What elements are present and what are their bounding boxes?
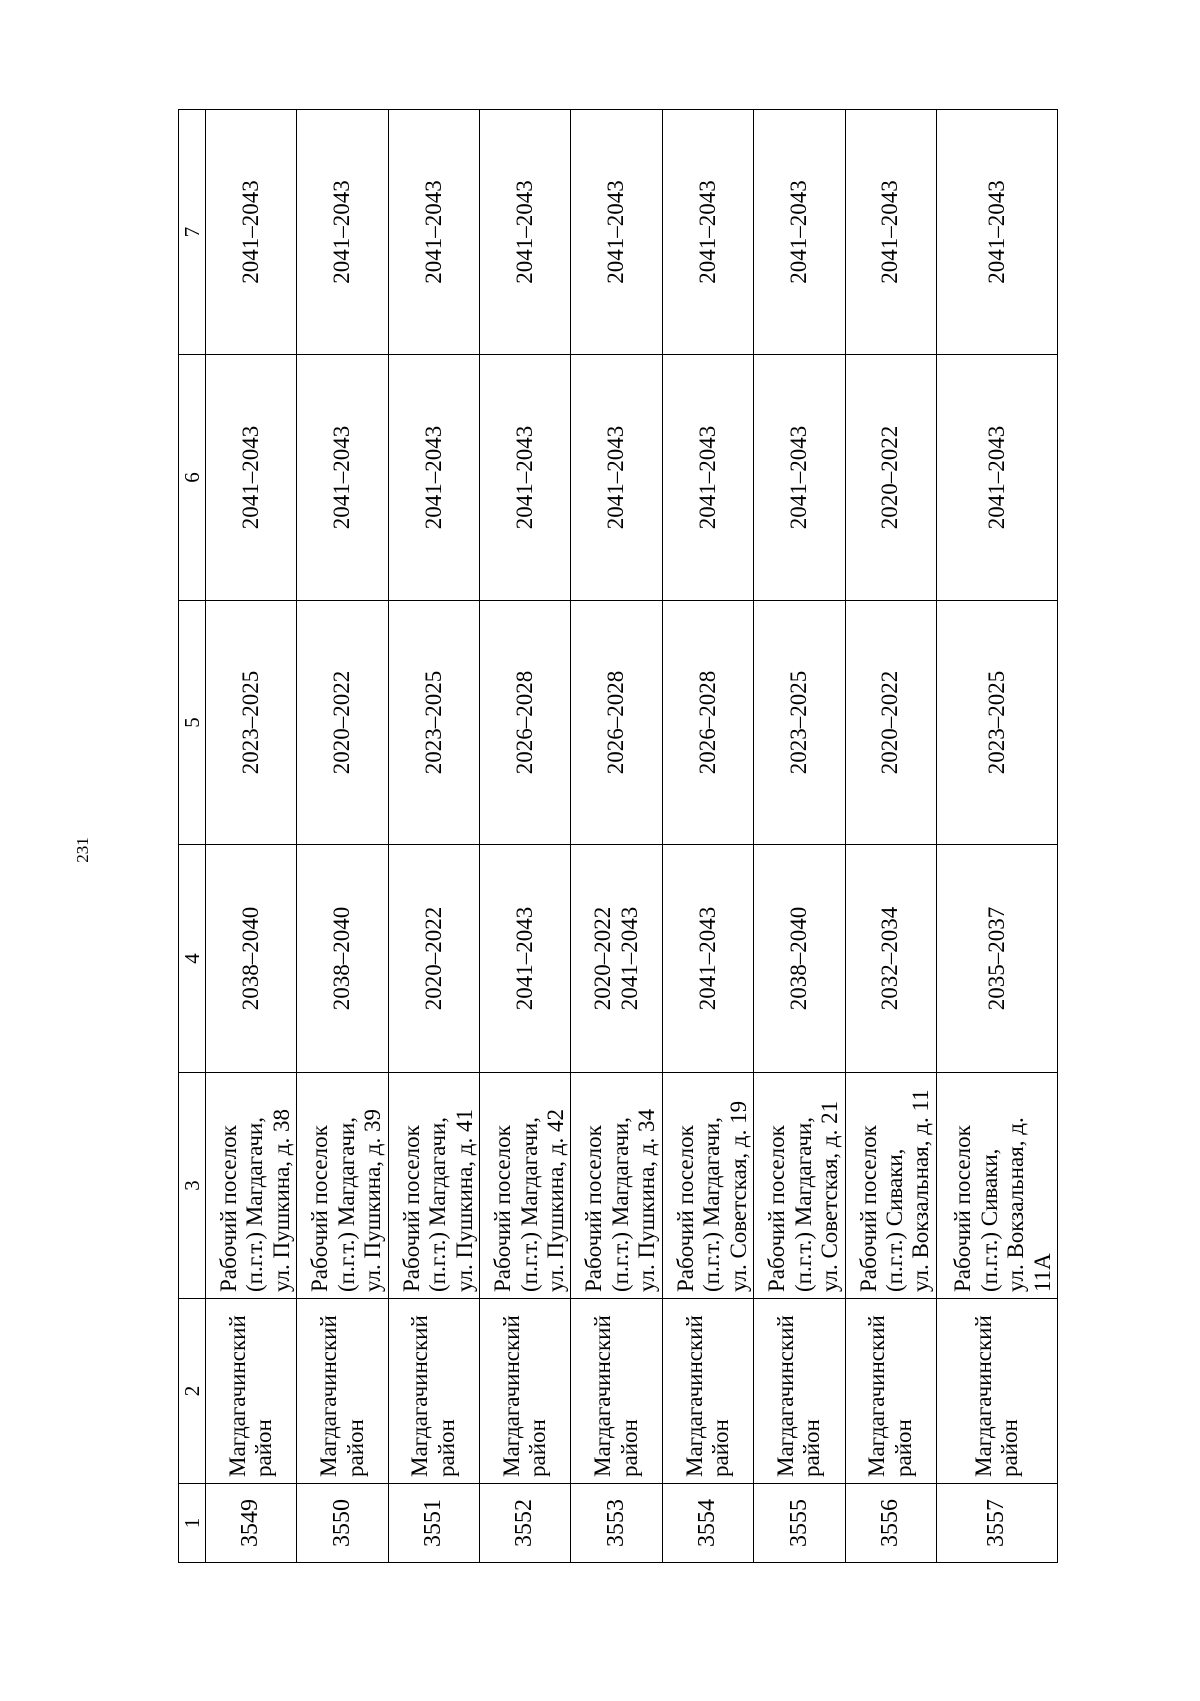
address-cell-line: ул. Пушкина, д. 38 bbox=[268, 1109, 294, 1292]
table-container bbox=[178, 110, 1058, 1563]
address-cell-line: (п.г.т.) Магдагачи, bbox=[333, 1117, 359, 1292]
column-4-cell-line: 2041–2043 bbox=[512, 906, 538, 1011]
district-cell: Магдагачинский район bbox=[297, 1299, 388, 1484]
column-header-5: 5 bbox=[179, 601, 206, 845]
address-cell bbox=[936, 1073, 1057, 1299]
address-cell-line: (п.г.т.) Магдагачи, bbox=[607, 1117, 633, 1292]
address-cell bbox=[845, 1073, 936, 1299]
address-cell-line: ул. Вокзальная, д. 11 bbox=[908, 1089, 934, 1292]
address-cell bbox=[388, 1073, 479, 1299]
address-cell-line: ул. Пушкина, д. 42 bbox=[543, 1109, 568, 1292]
row-number-cell: 3554 bbox=[662, 1484, 753, 1563]
column-5-cell: 2020–2022 bbox=[297, 601, 388, 845]
address-cell-line: Рабочий поселок bbox=[490, 1125, 516, 1292]
column-4-cell-line: 2041–2043 bbox=[616, 906, 642, 1011]
address-cell-line: (п.г.т.) Магдагачи, bbox=[699, 1117, 725, 1292]
address-cell-line: ул. Пушкина, д. 41 bbox=[451, 1109, 477, 1292]
column-6-cell: 2041–2043 bbox=[571, 355, 662, 601]
district-cell: Магдагачинский район bbox=[206, 1299, 297, 1484]
column-5-cell: 2023–2025 bbox=[936, 601, 1057, 845]
address-cell-line: Рабочий поселок bbox=[398, 1125, 424, 1292]
column-5-cell: 2023–2025 bbox=[388, 601, 479, 845]
table-body bbox=[206, 110, 1058, 1563]
column-5-cell: 2023–2025 bbox=[206, 601, 297, 845]
address-cell-line: Рабочий поселок bbox=[672, 1125, 698, 1292]
row-number-cell: 3551 bbox=[388, 1484, 479, 1563]
row-number-cell: 3549 bbox=[206, 1484, 297, 1563]
district-cell: Магдагачинский район bbox=[845, 1299, 936, 1484]
column-4-cell-line: 2038–2040 bbox=[786, 906, 812, 1011]
address-cell-line: Рабочий поселок bbox=[216, 1125, 242, 1292]
table-row bbox=[936, 110, 1057, 1563]
address-cell-line: ул. Пушкина, д. 39 bbox=[360, 1109, 386, 1292]
column-6-cell: 2041–2043 bbox=[662, 355, 753, 601]
column-6-cell: 2041–2043 bbox=[206, 355, 297, 601]
column-4-cell bbox=[662, 845, 753, 1073]
column-7-cell: 2041–2043 bbox=[754, 110, 845, 355]
column-5-cell: 2020–2022 bbox=[845, 601, 936, 845]
address-cell-line: (п.г.т.) Магдагачи, bbox=[425, 1117, 451, 1292]
column-4-cell bbox=[936, 845, 1057, 1073]
district-cell: Магдагачинский район bbox=[388, 1299, 479, 1484]
table-row bbox=[480, 110, 571, 1563]
address-cell-line: (п.г.т.) Магдагачи, bbox=[516, 1117, 542, 1292]
table-row bbox=[754, 110, 845, 1563]
address-cell-line: ул. Советская, д. 19 bbox=[725, 1100, 751, 1292]
row-number-cell: 3556 bbox=[845, 1484, 936, 1563]
district-cell: Магдагачинский район bbox=[571, 1299, 662, 1484]
column-6-cell: 2041–2043 bbox=[754, 355, 845, 601]
row-number-cell: 3552 bbox=[480, 1484, 571, 1563]
data-table bbox=[178, 109, 1058, 1563]
table-row bbox=[388, 110, 479, 1563]
address-cell-line: (п.г.т.) Сиваки, bbox=[976, 1148, 1002, 1292]
address-cell-line: (п.г.т.) Магдагачи, bbox=[790, 1117, 816, 1292]
column-4-cell bbox=[480, 845, 571, 1073]
table-row bbox=[571, 110, 662, 1563]
address-cell-line: Рабочий поселок bbox=[581, 1125, 607, 1292]
column-7-cell: 2041–2043 bbox=[936, 110, 1057, 355]
address-cell bbox=[206, 1073, 297, 1299]
column-5-cell: 2026–2028 bbox=[662, 601, 753, 845]
column-6-cell: 2041–2043 bbox=[297, 355, 388, 601]
column-4-cell bbox=[206, 845, 297, 1073]
column-7-cell: 2041–2043 bbox=[662, 110, 753, 355]
column-5-cell: 2026–2028 bbox=[480, 601, 571, 845]
column-4-cell-line: 2020–2022 bbox=[420, 906, 446, 1011]
address-cell bbox=[480, 1073, 571, 1299]
column-6-cell: 2020–2022 bbox=[845, 355, 936, 601]
column-4-cell-line: 2020–2022 bbox=[590, 906, 616, 1011]
address-cell-line: (п.г.т.) Магдагачи, bbox=[242, 1117, 268, 1292]
column-5-cell: 2023–2025 bbox=[754, 601, 845, 845]
column-4-cell bbox=[571, 845, 662, 1073]
address-cell-line: ул. Советская, д. 21 bbox=[817, 1100, 843, 1292]
table-row bbox=[662, 110, 753, 1563]
row-number-cell: 3555 bbox=[754, 1484, 845, 1563]
column-4-cell-line: 2038–2040 bbox=[237, 906, 263, 1011]
column-6-cell: 2041–2043 bbox=[480, 355, 571, 601]
column-6-cell: 2041–2043 bbox=[936, 355, 1057, 601]
address-cell bbox=[662, 1073, 753, 1299]
district-cell: Магдагачинский район bbox=[480, 1299, 571, 1484]
address-cell bbox=[754, 1073, 845, 1299]
header-row bbox=[179, 110, 206, 1563]
column-4-cell bbox=[845, 845, 936, 1073]
column-header-3: 3 bbox=[179, 1073, 206, 1299]
column-7-cell: 2041–2043 bbox=[297, 110, 388, 355]
row-number-cell: 3553 bbox=[571, 1484, 662, 1563]
table-row bbox=[206, 110, 297, 1563]
column-7-cell: 2041–2043 bbox=[388, 110, 479, 355]
column-4-cell-line: 2035–2037 bbox=[983, 906, 1009, 1011]
district-cell: Магдагачинский район bbox=[754, 1299, 845, 1484]
column-header-6: 6 bbox=[179, 355, 206, 601]
column-4-cell-line: 2038–2040 bbox=[329, 906, 355, 1011]
column-7-cell: 2041–2043 bbox=[571, 110, 662, 355]
column-4-cell-line: 2041–2043 bbox=[694, 906, 720, 1011]
page-number: 231 bbox=[73, 837, 92, 863]
address-cell bbox=[297, 1073, 388, 1299]
address-cell-line: ул. Вокзальная, д. 11А bbox=[1003, 1117, 1055, 1292]
address-cell-line: Рабочий поселок bbox=[855, 1125, 881, 1292]
table-row bbox=[297, 110, 388, 1563]
column-header-4: 4 bbox=[179, 845, 206, 1073]
district-cell: Магдагачинский район bbox=[936, 1299, 1057, 1484]
column-5-cell: 2026–2028 bbox=[571, 601, 662, 845]
address-cell-line: ул. Пушкина, д. 34 bbox=[634, 1109, 660, 1292]
address-cell-line: Рабочий поселок bbox=[307, 1125, 333, 1292]
column-7-cell: 2041–2043 bbox=[845, 110, 936, 355]
district-cell: Магдагачинский район bbox=[662, 1299, 753, 1484]
column-4-cell bbox=[388, 845, 479, 1073]
column-header-2: 2 bbox=[179, 1299, 206, 1484]
column-header-1: 1 bbox=[179, 1484, 206, 1563]
address-cell-line: Рабочий поселок bbox=[950, 1125, 976, 1292]
column-6-cell: 2041–2043 bbox=[388, 355, 479, 601]
address-cell-line: Рабочий поселок bbox=[764, 1125, 790, 1292]
table-row bbox=[845, 110, 936, 1563]
row-number-cell: 3550 bbox=[297, 1484, 388, 1563]
column-4-cell bbox=[754, 845, 845, 1073]
column-7-cell: 2041–2043 bbox=[206, 110, 297, 355]
address-cell-line: (п.г.т.) Сиваки, bbox=[882, 1148, 907, 1292]
address-cell bbox=[571, 1073, 662, 1299]
row-number-cell: 3557 bbox=[936, 1484, 1057, 1563]
column-4-cell bbox=[297, 845, 388, 1073]
column-header-7: 7 bbox=[179, 110, 206, 355]
column-4-cell-line: 2032–2034 bbox=[877, 906, 903, 1011]
column-7-cell: 2041–2043 bbox=[480, 110, 571, 355]
